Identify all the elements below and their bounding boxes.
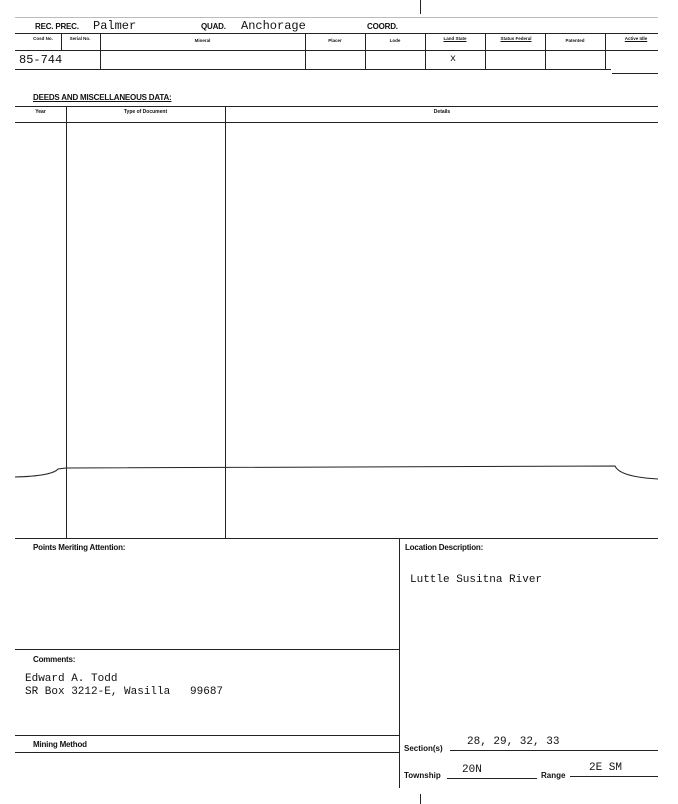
page-fold-line [0, 460, 678, 490]
col-header-placer: Placer [328, 38, 342, 43]
col-header-active-idle: Active Idle [624, 36, 648, 41]
record-land-state-mark: x [450, 54, 457, 65]
col-header-patented: Patented [565, 38, 585, 43]
comments-top-rule [15, 649, 399, 650]
points-meriting-attention-label: Points Meriting Attention: [33, 543, 126, 552]
mining-method-label: Mining Method [33, 740, 87, 749]
deeds-header-rule [15, 122, 658, 123]
deeds-col-type: Type of Document [123, 109, 168, 115]
township-value: 20N [462, 764, 482, 776]
coord-label: COORD. [367, 22, 398, 31]
col-header-serial-no: Serial No. [69, 36, 91, 41]
sections-value: 28, 29, 32, 33 [467, 736, 560, 748]
quad-value: Anchorage [241, 19, 306, 33]
deeds-col-year: Year [35, 109, 46, 115]
sections-underline [450, 750, 658, 751]
col-divider [425, 33, 426, 69]
sections-label: Section(s) [404, 744, 443, 753]
record-row-rule [15, 69, 611, 70]
deeds-top-rule [15, 106, 658, 107]
deeds-bottom-rule [15, 538, 658, 539]
location-description-value: Luttle Susitna River [410, 574, 543, 586]
header-top-rule [15, 17, 658, 18]
col-header-status-federal: Status Federal [500, 36, 532, 41]
bottom-tick [420, 794, 421, 804]
col-divider [605, 33, 606, 69]
lower-divider [399, 538, 400, 788]
col-header-lode: Lode [389, 38, 401, 43]
deeds-col-details: Details [433, 109, 451, 115]
column-header-rule [15, 50, 658, 51]
mining-method-top-rule [15, 735, 399, 736]
col-header-mineral: Mineral [194, 38, 211, 43]
location-description-label: Location Description: [405, 543, 484, 552]
range-label: Range [541, 771, 566, 780]
comments-label: Comments: [33, 655, 76, 664]
col-divider [485, 33, 486, 69]
record-row-rule-tail [612, 73, 658, 74]
range-value: 2E SM [589, 762, 623, 774]
col-header-cosd-no: Cosd No. [33, 36, 53, 41]
record-cosd-no: 85-744 [19, 53, 63, 67]
top-tick [420, 0, 421, 14]
range-underline [570, 776, 658, 777]
rec-prec-value: Palmer [93, 19, 137, 33]
header-rule [15, 33, 658, 34]
comments-line-1: Edward A. Todd [25, 673, 118, 685]
rec-prec-label: REC. PREC. [35, 22, 79, 31]
township-label: Township [404, 771, 441, 780]
quad-label: QUAD. [201, 22, 226, 31]
mining-method-rule [15, 752, 399, 753]
col-header-land-state: Land State [443, 36, 467, 41]
deeds-section-title: DEEDS AND MISCELLANEOUS DATA: [33, 93, 172, 102]
township-underline [447, 778, 537, 779]
comments-line-2: SR Box 3212-E, Wasilla 99687 [25, 686, 224, 698]
